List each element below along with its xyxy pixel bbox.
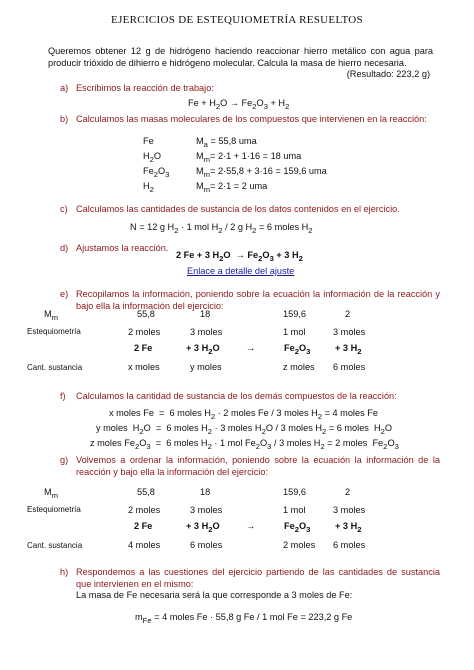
reaction-unbalanced: $Fe + H_2O \to Fe_2O_3 + H_2$ <box>188 98 290 111</box>
table-g-moles-h2o: 3 moles <box>190 505 223 515</box>
mass-h2o-value: $M_m= 2\cdot 1 + 1\cdot 16 = 18$ uma <box>196 151 302 164</box>
table-g-cant-label: Cant. sustancia <box>27 541 83 550</box>
table-e-eq-h2o: + 3 $H_2O$ <box>186 343 220 356</box>
mass-fe-value: $M_a = 55,8$ uma <box>196 136 257 149</box>
table-g-cant-h2o: 6 moles <box>190 540 223 550</box>
table-e-cant-fe2o3: z moles <box>283 362 315 372</box>
section-e: e) Recopilamos la información, poniendo sobre la ecuación la información de la reacción y bajo ella la información del ejercicio: <box>60 289 440 311</box>
table-g-eq-h2: + 3 $H_2$ <box>335 521 362 534</box>
table-g-mm-h2o: 18 <box>200 487 211 497</box>
calc-fe2o3: z moles $Fe_2O_3 = 6$ moles $H_2 \cdot 1$ mol $Fe_2O_3 / 3$ moles $H_2 = 2$ moles $Fe_2O_3$ <box>90 438 399 451</box>
section-c: c) Calculamos las cantidades de sustancia de los datos contenidos en el ejercicio. <box>60 204 400 214</box>
section-f: f) Calculamos la cantidad de sustancia de los demás compuestos de la reacción: <box>60 391 397 401</box>
table-g-cant-fe2o3: 2 moles <box>283 540 316 550</box>
table-g-eq-h2o: + 3 $H_2O$ <box>186 521 220 534</box>
table-e-mm-h2o: 18 <box>200 309 211 319</box>
table-e-eq-h2: + 3 $H_2$ <box>335 343 362 356</box>
reaction-balanced: 2 Fe + 3 $H_2O \to Fe_2O_3 + 3$ $H_2$ <box>176 250 303 263</box>
table-e-moles-fe2o3: 1 mol <box>283 327 306 337</box>
table-g-mm-h2: 2 <box>345 487 351 497</box>
table-g-cant-fe: 4 moles <box>128 540 161 550</box>
table-e-eq-arrow: → <box>246 343 256 353</box>
calc-fe: x moles Fe = 6 moles $H_2 \cdot 2$ moles Fe / 3 moles $H_2 = 4$ moles Fe <box>109 408 378 421</box>
table-e-eq-fe: 2 Fe <box>134 343 153 353</box>
table-g-estequiometria-label: Estequiometría <box>27 505 81 514</box>
table-e-mm-label: $M_m$ <box>44 309 59 322</box>
mass-fe2o3-value: $M_m= 2\cdot 55,8 + 3\cdot 16 = 159,6$ uma <box>196 166 327 179</box>
table-e-moles-fe: 2 moles <box>128 327 161 337</box>
table-g-mm-fe2o3: 159,6 <box>283 487 306 497</box>
table-e-eq-fe2o3: $Fe_2O_3$ <box>284 343 311 356</box>
table-e-cant-fe: x moles <box>128 362 160 372</box>
table-e-estequiometria-label: Estequiometría <box>27 327 81 336</box>
result-note: (Resultado: 223,2 g) <box>346 69 430 79</box>
section-h: h) Respondemos a las cuestiones del ejercicio partiendo de las cantidades de sustancia que intervienen en el mismo: <box>60 567 440 589</box>
problem-statement: Queremos obtener 12 g de hidrógeno haciendo reaccionar hierro metálico con agua para producir trióxido de dihierro e hidrógeno molecular. Calcula la masa de hierro necesaria. <box>48 46 433 68</box>
table-g-eq-arrow: → <box>246 521 256 531</box>
table-g-moles-fe2o3: 1 mol <box>283 505 306 515</box>
table-e-moles-h2: 3 moles <box>333 327 366 337</box>
table-e-mm-fe: 55,8 <box>137 309 155 319</box>
table-e-moles-h2o: 3 moles <box>190 327 223 337</box>
table-g-eq-fe: 2 Fe <box>134 521 153 531</box>
answer-line: La masa de Fe necesaria será la que corresponde a 3 moles de Fe: <box>76 590 353 600</box>
table-g-eq-fe2o3: $Fe_2O_3$ <box>284 521 311 534</box>
section-a: a) Escribimos la reacción de trabajo: <box>60 83 214 93</box>
section-d: d) Ajustamos la reacción. <box>60 243 169 253</box>
mass-h2-label: $H_2$ <box>143 181 154 194</box>
table-g-moles-h2: 3 moles <box>333 505 366 515</box>
page-title: EJERCICIOS DE ESTEQUIOMETRÍA RESUELTOS <box>111 14 363 26</box>
mass-fe-label: Fe <box>143 136 154 146</box>
mass-h2-value: $M_m= 2\cdot 1 = 2$ uma <box>196 181 268 194</box>
final-calc: $m_{Fe} = 4$ moles Fe · 55,8 g Fe / 1 mol Fe = 223,2 g Fe <box>135 612 353 625</box>
section-g: g) Volvemos a ordenar la información, poniendo sobre la ecuación la información de la reacción y bajo ella la información del ejercicio: <box>60 455 440 477</box>
table-e-cant-label: Cant. sustancia <box>27 363 83 372</box>
calc-h2o: y moles $H_2O = 6$ moles $H_2 \cdot 3$ moles $H_2O / 3$ moles $H_2 = 6$ moles $H_2O$ <box>96 423 393 436</box>
mass-fe2o3-label: $Fe_2O_3$ <box>143 166 170 179</box>
table-g-moles-fe: 2 moles <box>128 505 161 515</box>
table-e-cant-h2: 6 moles <box>333 362 366 372</box>
balance-detail-link[interactable]: Enlace a detalle del ajuste <box>187 266 295 276</box>
table-e-cant-h2o: y moles <box>190 362 222 372</box>
table-g-mm-fe: 55,8 <box>137 487 155 497</box>
table-e-mm-h2: 2 <box>345 309 351 319</box>
table-g-mm-label: $M_m$ <box>44 487 59 500</box>
section-b: b) Calculamos las masas moleculares de los compuestos que intervienen en la reacción: <box>60 114 427 124</box>
table-g-cant-h2: 6 moles <box>333 540 366 550</box>
mass-h2o-label: $H_2O$ <box>143 151 162 164</box>
table-e-mm-fe2o3: 159,6 <box>283 309 306 319</box>
moles-h2-calc: N = 12 g $H_2 \cdot 1$ mol $H_2 / 2$ g $H_2 = 6$ moles $H_2$ <box>130 222 313 235</box>
